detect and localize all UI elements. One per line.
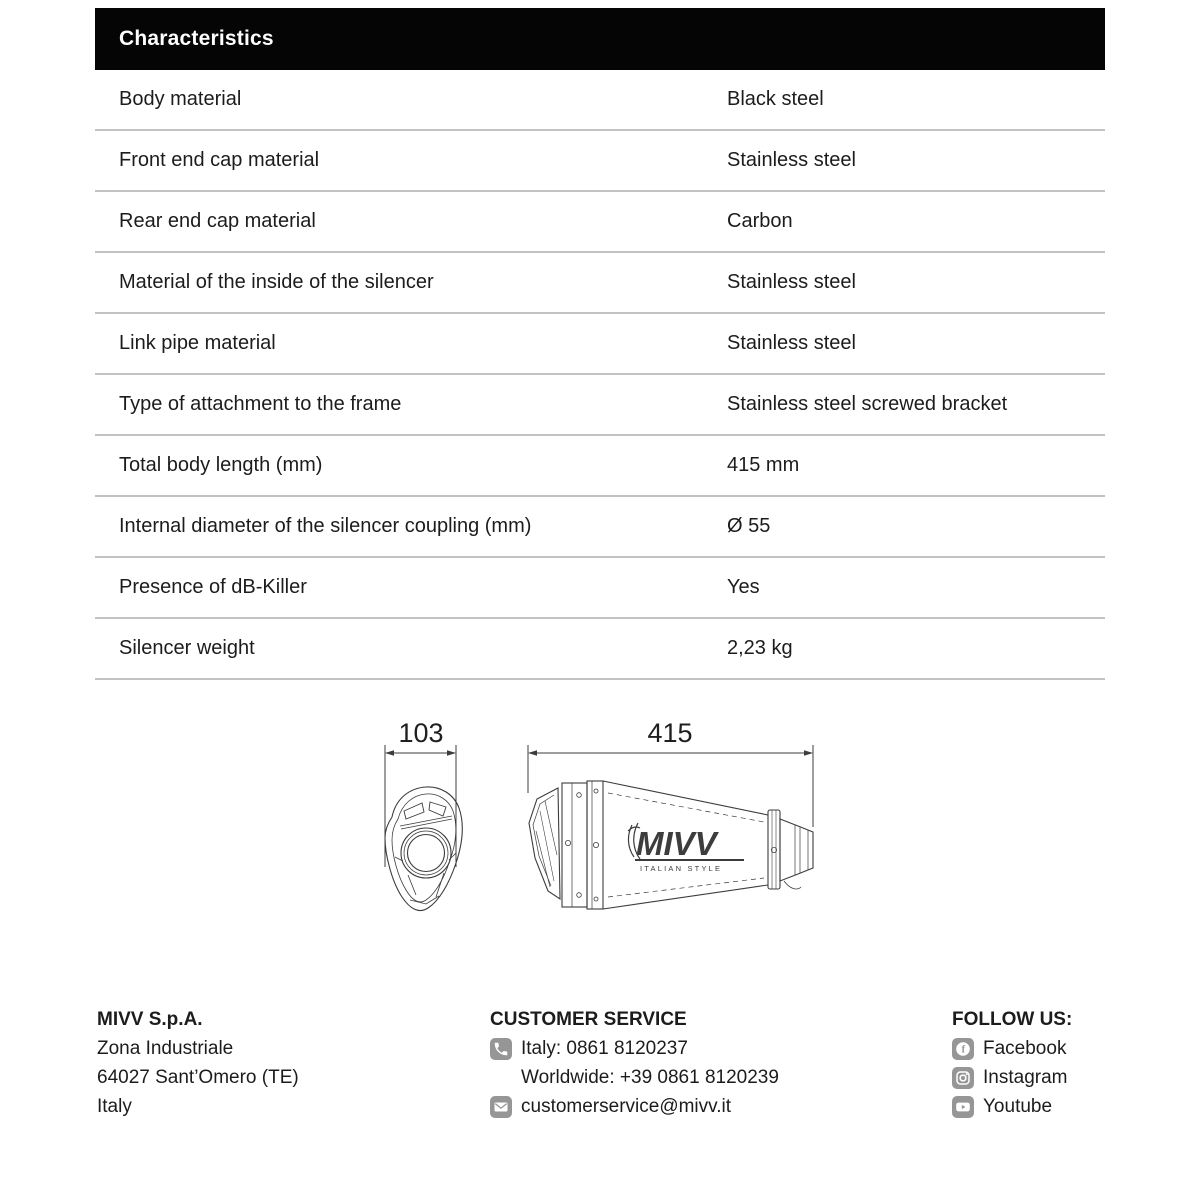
table-row [95,375,1105,436]
phone-worldwide: Worldwide: +39 0861 8120239 [521,1067,779,1088]
row-label: Total body length (mm) [119,454,323,476]
table-row [95,436,1105,497]
mivv-logo [628,823,744,873]
row-value: Stainless steel [727,149,856,171]
row-label: Type of attachment to the frame [119,393,402,415]
footer-customer-service [490,1005,779,1121]
row-value: Ø 55 [727,515,771,537]
front-width-dim-label: 103 [398,718,444,748]
side-view-drawing [529,781,813,909]
facebook-link[interactable] [952,1034,1072,1063]
email-row[interactable] [490,1092,779,1121]
side-length-dim-label: 415 [647,718,693,748]
phone-italy: Italy: 0861 8120237 [521,1038,688,1059]
row-label: Internal diameter of the silencer coupling (mm) [119,515,532,537]
phone-italy-row [490,1034,779,1063]
table-row [95,192,1105,253]
youtube-label[interactable]: Youtube [983,1096,1053,1117]
company-address-line: 64027 Sant’Omero (TE) [97,1067,299,1088]
row-label: Front end cap material [119,149,320,171]
footer-company [97,1005,299,1121]
svg-text:f: f [961,1044,966,1056]
table-row [95,497,1105,558]
row-value: Yes [727,576,760,598]
table-row [95,131,1105,192]
front-width-dimension [385,718,456,867]
technical-drawing [340,695,860,965]
company-address-line: Zona Industriale [97,1038,234,1059]
characteristics-header [95,8,1105,70]
phone-worldwide-row [490,1063,779,1092]
mivv-logo-subtext: ITALIAN STYLE [640,864,723,873]
row-label: Material of the inside of the silencer [119,271,434,293]
row-value: Black steel [727,88,824,110]
silencer-diagram [340,695,860,965]
row-value: Stainless steel screwed bracket [727,393,1008,415]
row-label: Rear end cap material [119,210,316,232]
row-value: 2,23 kg [727,637,793,659]
company-address-line: Italy [97,1096,132,1117]
table-row [95,253,1105,314]
phone-icon [490,1038,512,1060]
table-row [95,70,1105,131]
row-value: Stainless steel [727,271,856,293]
table-row [95,619,1105,680]
instagram-link[interactable] [952,1063,1072,1092]
mivv-logo-text: MIVV [636,825,717,862]
youtube-link[interactable] [952,1092,1072,1121]
row-value: Stainless steel [727,332,856,354]
side-length-dimension [528,718,813,827]
characteristics-title: Characteristics [119,27,274,50]
front-view-drawing [385,787,462,911]
customer-service-title: CUSTOMER SERVICE [490,1009,687,1030]
row-label: Body material [119,88,242,110]
row-label: Link pipe material [119,332,276,354]
row-value: 415 mm [727,454,800,476]
facebook-label[interactable]: Facebook [983,1038,1067,1059]
row-label: Presence of dB-Killer [119,576,307,598]
facebook-icon [952,1038,974,1060]
table-row [95,558,1105,619]
youtube-icon [952,1096,974,1118]
instagram-icon [952,1067,974,1089]
row-label: Silencer weight [119,637,255,659]
table-row [95,314,1105,375]
row-value: Carbon [727,210,793,232]
footer-follow-us [952,1005,1072,1121]
company-name: MIVV S.p.A. [97,1009,203,1030]
envelope-icon [490,1096,512,1118]
follow-us-title: FOLLOW US: [952,1009,1073,1030]
characteristics-table [95,8,1105,680]
customer-service-email[interactable]: customerservice@mivv.it [521,1096,732,1117]
instagram-label[interactable]: Instagram [983,1067,1068,1088]
